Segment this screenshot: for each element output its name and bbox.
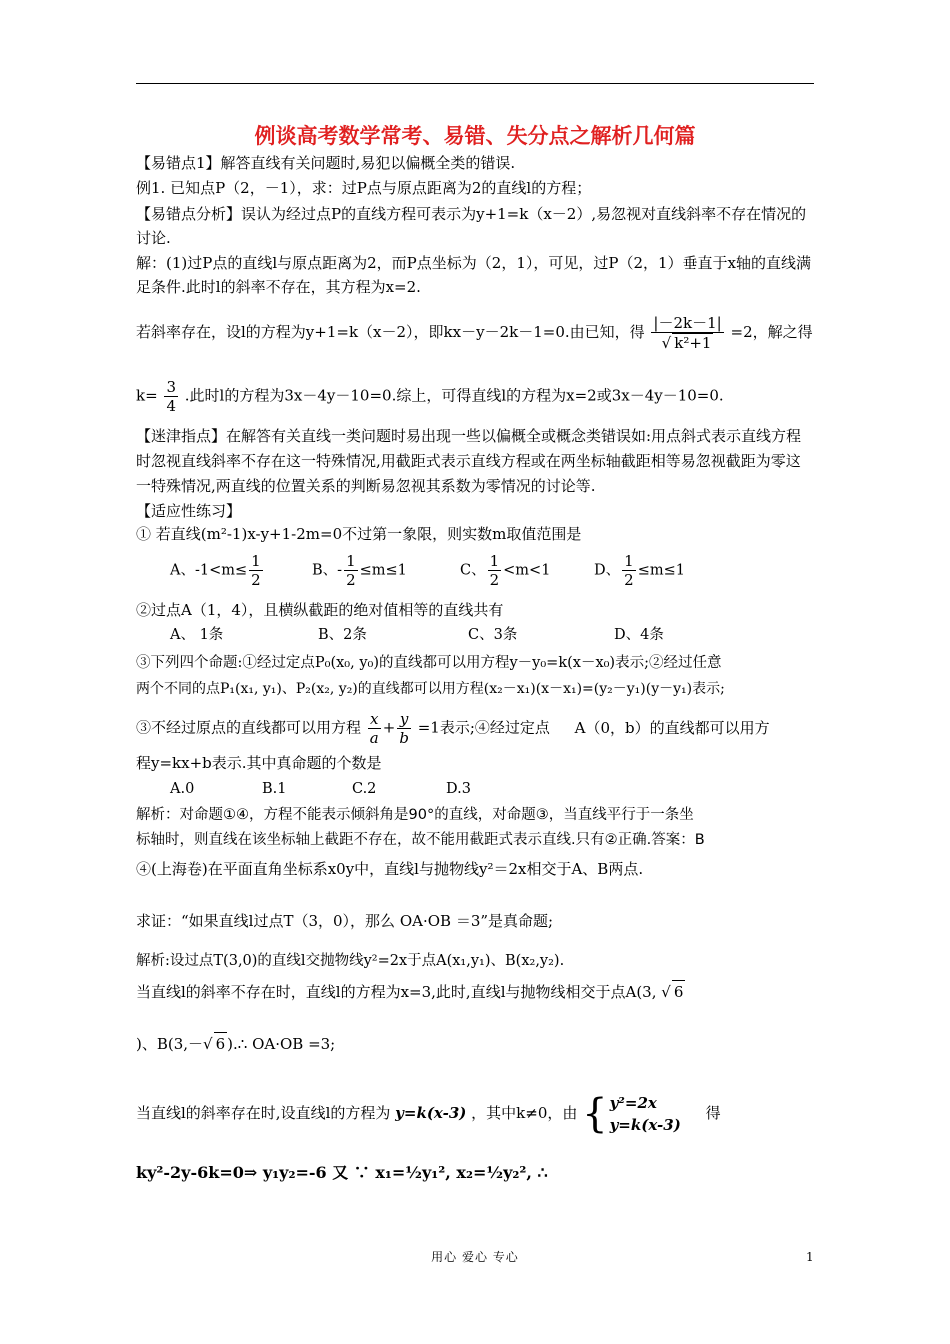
q2-option-d: D、4条 (614, 627, 664, 643)
fraction-numerator: 1 (251, 552, 261, 570)
a4-text-b: )、B(3,－ (136, 1035, 204, 1053)
a4-text: 当直线l的斜率不存在时，直线l的方程为x=3,此时,直线l与抛物线相交于点A(3, (136, 983, 657, 1001)
question-1: ① 若直线(m²-1)x-y+1-2m=0不过第一象限，则实数m取值范围是 (136, 525, 582, 543)
option-d-tail: ≤m≤1 (637, 562, 685, 579)
q3-option-b: B.1 (262, 781, 287, 797)
fraction-numerator: 1 (346, 552, 356, 570)
fraction-denominator: a (369, 729, 379, 747)
q3-text-3: A（0，b）的直线都可以用方 (574, 718, 770, 737)
equation-system (610, 1092, 681, 1136)
solution-conclusion: .此时l的方程为3x－4y－10=0.综上，可得直线l的方程为x=2或3x－4y－10=0. (184, 386, 724, 405)
answer-4-line-2: 当直线l的斜率不存在时，直线l的方程为x=3,此时,直线l与抛物线相交于点A(3, √ 6 (136, 980, 826, 1003)
option-d-text: D、 (594, 562, 621, 579)
sqrt-six: 6 (672, 980, 686, 1003)
answer-4-line-5: ky²-2y-6k=0⇒ y₁y₂=-6 又 ∵ x₁=½y₁², x₂=½y₂², ∴ (136, 1163, 548, 1182)
fraction-denominator: √ k²+1 (661, 334, 712, 352)
answer-3-line-2: 标轴时，则直线在该坐标轴上截距不存在，故不能用截距式表示直线.只有②正确.答案：B (136, 832, 705, 848)
fraction-denominator: 2 (346, 571, 356, 589)
fraction-denominator: 2 (489, 571, 500, 589)
a4-text-e: ，其中k≠0，由 (471, 1104, 578, 1122)
practice-heading: 【适应性练习】 (136, 502, 242, 520)
fraction-numerator: 1 (489, 552, 500, 570)
q2-option-c: C、3条 (468, 627, 518, 643)
fraction-numerator: |－2k－1| (653, 314, 722, 332)
sqrt-six: 6 (214, 1032, 228, 1055)
a4-text-f: 得 (705, 1104, 721, 1122)
solution-part-3 (136, 378, 826, 415)
y-over-b (397, 710, 411, 747)
fraction-denominator: 2 (251, 571, 261, 589)
q3-option-d: D.3 (446, 781, 471, 797)
fraction-denominator: b (399, 729, 409, 747)
system-eq-1: y²=2x (609, 1094, 657, 1112)
q1-option-b (312, 552, 407, 589)
error-analysis: 【易错点分析】误认为经过点P的直线方程可表示为y+1=k（x－2）,易忽视对直线斜率不存在情况的讨论. (136, 205, 807, 247)
q3-option-a: A.0 (170, 781, 195, 797)
question-3-line-1: ③下列四个命题:①经过定点P₀(x₀, y₀)的直线都可以用方程y－y₀=k(x－x₀)表示;②经过任意 (136, 655, 722, 671)
q2-option-a: A、 1条 (170, 627, 224, 643)
a4-text-c: ).∴ OA·OB =3; (227, 1035, 336, 1053)
system-brace: { (582, 1091, 608, 1137)
answer-4-line-3: )、B(3,－√ 6 ).∴ OA·OB =3; (136, 1032, 826, 1055)
a4-text-d: 当直线l的斜率存在时,设直线l的方程为 (136, 1104, 391, 1122)
page-footer: 用心 爱心 专心 (431, 1250, 519, 1264)
option-a-text: A、-1<m≤ (170, 562, 248, 579)
answer-4-line-1: 解析:设过点T(3,0)的直线l交抛物线y²=2x于点A(x₁,y₁)、B(x₂,y₂). (136, 953, 565, 969)
question-3-line-3: ③不经过原点的直线都可以用方程 $\frac{x}{a}$ + $\frac{y}{b}$ =1表示;④经过定点 A（0，b）的直线都可以用方 (136, 710, 770, 747)
half-fraction (249, 552, 263, 589)
page-number: 1 (806, 1250, 814, 1264)
page-title: 例谈高考数学常考、易错、失分点之解析几何篇 (254, 123, 696, 148)
system-eq-2: y=k(x-3) (609, 1116, 681, 1134)
question-4: ④(上海卷)在平面直角坐标系x0y中，直线l与抛物线y²＝2x相交于A、B两点. (136, 860, 644, 878)
fraction-denominator: 4 (166, 397, 176, 415)
solution-text: 若斜率存在，设l的方程为y+1=k（x－2），即kx－y－2k－1=0.由已知，得 (136, 323, 645, 341)
option-b-tail: ≤m≤1 (359, 562, 407, 579)
distance-fraction (651, 314, 723, 352)
question-4-claim: 求证：“如果直线l过点T（3，0），那么 OA·OB ＝3”是真命题; (136, 912, 554, 930)
q2-option-b: B、2条 (318, 627, 367, 643)
fraction-numerator: 3 (166, 378, 176, 396)
example-1: 例1. 已知点P（2，－1），求：过P点与原点距离为2的直线l的方程； (136, 179, 592, 197)
half-fraction (488, 552, 502, 589)
header-rule (136, 83, 814, 84)
option-c-text: C、 (460, 562, 486, 579)
fraction-denominator: 2 (624, 571, 634, 589)
fraction-numerator: 1 (624, 552, 634, 570)
q1-option-c (460, 552, 550, 589)
option-b-text: B、- (312, 562, 343, 579)
k-fraction (164, 378, 178, 415)
q3-option-c: C.2 (352, 781, 377, 797)
x-over-a (368, 710, 381, 747)
tips-paragraph: 【迷津指点】在解答有关直线一类问题时易出现一些以偏概全或概念类错误如:用点斜式表示直线方程时忽视直线斜率不存在这一特殊情况,用截距式表示直线方程或在两坐标轴截距相等易忽视截距为零这一特殊情况,两直线的位置关系的判断易忽视其系数为零情况的讨论等. (136, 427, 802, 495)
question-2: ②过点A（1，4），且横纵截距的绝对值相等的直线共有 (136, 601, 504, 619)
answer-3-line-1: 解析：对命题①④，方程不能表示倾斜角是90°的直线，对命题③，当直线平行于一条坐 (136, 807, 694, 823)
q3-text: ③不经过原点的直线都可以用方程 (136, 718, 362, 737)
k-label: k= (136, 386, 158, 405)
half-fraction (622, 552, 636, 589)
sqrt-content: k²+1 (674, 334, 712, 352)
half-fraction (344, 552, 358, 589)
q3-text-2: =1表示;④经过定点 (417, 718, 550, 737)
fraction-numerator: y (397, 710, 411, 729)
option-c-tail: <m<1 (503, 562, 551, 579)
q1-option-d (594, 552, 685, 589)
answer-4-line-4 (136, 1092, 826, 1136)
line-equation: y=k(x-3) (395, 1104, 467, 1122)
error-point-1: 【易错点1】解答直线有关问题时,易犯以偏概全类的错误. (136, 154, 516, 172)
solution-text-end: =2，解之得 (730, 323, 813, 341)
fraction-numerator: x (368, 710, 381, 729)
q1-option-a (170, 552, 265, 589)
question-3-line-2: 两个不同的点P₁(x₁, y₁)、P₂(x₂, y₂)的直线都可以用方程(x₂－x₁)(x－x₁)=(y₂－y₁)(y－y₁)表示; (136, 681, 725, 697)
solution-part-2 (136, 314, 826, 352)
question-3-line-4: 程y=kx+b表示.其中真命题的个数是 (136, 754, 382, 772)
solution-part-1: 解：(1)过P点的直线l与原点距离为2，而P点坐标为（2，1），可见，过P（2，1）垂直于x轴的直线满足条件.此时l的斜率不存在，其方程为x=2. (136, 254, 812, 296)
